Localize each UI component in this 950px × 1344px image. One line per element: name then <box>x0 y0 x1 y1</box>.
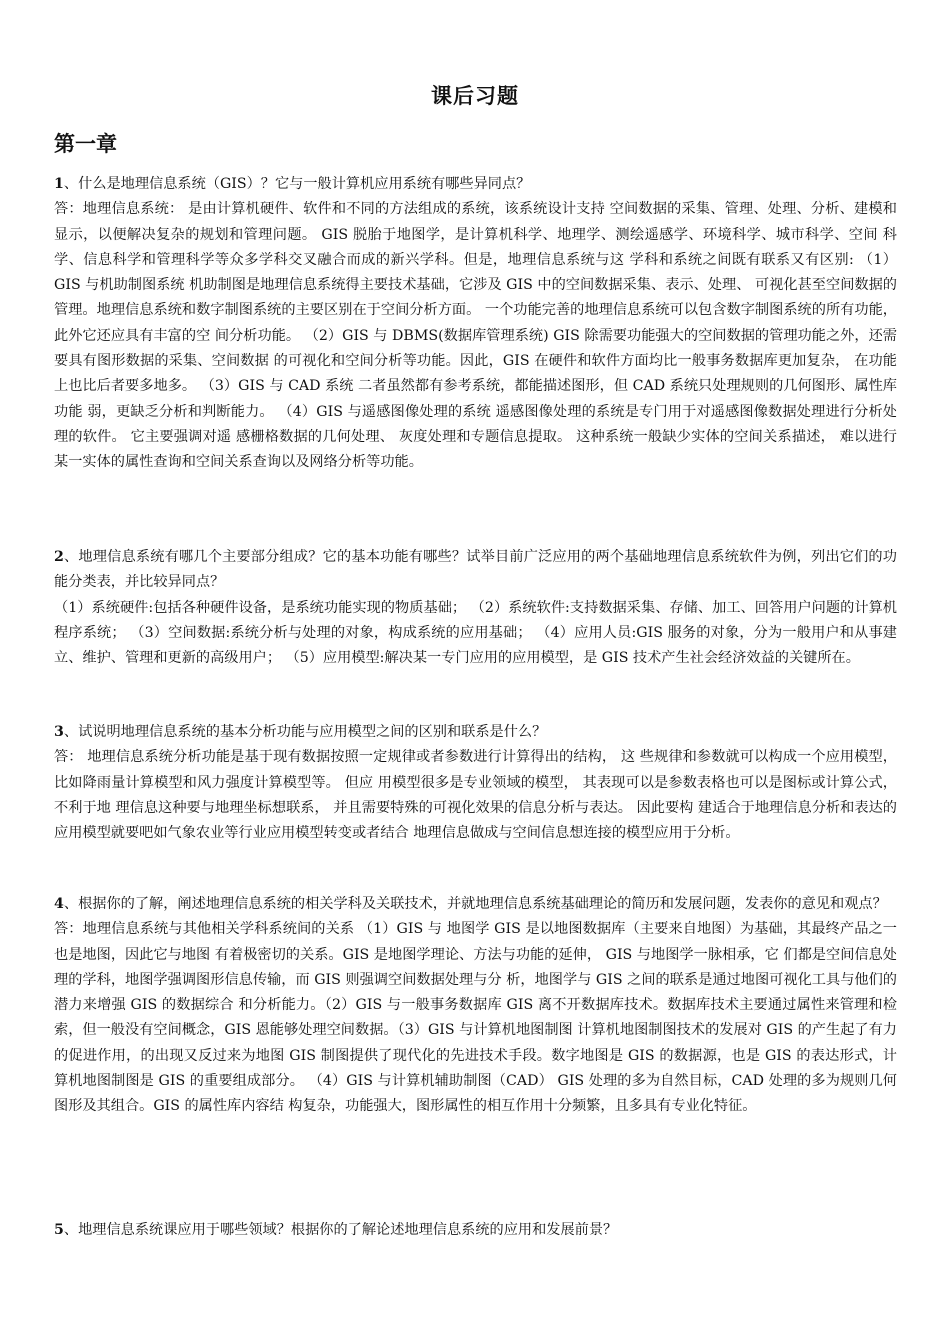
question-separator: 、 <box>63 1222 79 1238</box>
answer-4: 答：地理信息系统与其他相关学科系统间的关系 （1）GIS 与 地图学 GIS 是以地图数据库（主要来自地图）为基础，其最终产品之一也是地图，因此它与地图 有着极密切的关系。GIS 是地图学理论、方法与功能的延伸， GIS 与地图学一脉相承，它 们都是空间信息处理的学科，地图学强调图形信息传输，而 GIS 则强调空间数据处理与分 析，地图学与 GIS 之间的联系是通过地图可视化工具与他们的潜力来增强 GIS 的数据综合 和分析能力。（2）GIS 与一般事务数据库 GIS 离不开数据库技术。数据库技术主要通过属性来管理和检索，但一般没有空间概念，GIS 恩能够处理空间数据。（3）GIS 与计算机地图制图 计算机地图制图技术的发展对 GIS 的产生起了有力的促进作用，的出现又反过来为地图 GIS 制图提供了现代化的先进技术手段。数字地图是 GIS 的数据源，也是 GIS 的表达形式，计 算机地图制图是 GIS 的重要组成部分。 （4）GIS 与计算机辅助制图（CAD） GIS 处理的多为自然目标，CAD 处理的多为规则几何图形及其组合。GIS 的属性库内容结 构复杂，功能强大，图形属性的相互作用十分频繁，且多具有专业化特征。 <box>54 921 897 1115</box>
question-text: 试说明地理信息系统的基本分析功能与应用模型之间的区别和联系是什么？ <box>78 724 547 740</box>
answer-2: （1）系统硬件:包括各种硬件设备，是系统功能实现的物质基础； （2）系统软件:支持数据采集、存储、加工、回答用户问题的计算机程序系统； （3）空间数据:系统分析与处理的对象，构成系统的应用基础； （4）应用人员:GIS 服务的对象，分为一般用户和从事建立、维护、管理和更新的高级用户； （5）应用模型:解决某一专门应用的应用模型，是 GIS 技术产生社会经济效益的关键所在。 <box>54 599 897 667</box>
exercise-4 <box>54 892 897 1120</box>
question-number: 5 <box>54 1222 64 1238</box>
question-1 <box>54 172 897 197</box>
exercise-1 <box>54 172 897 476</box>
question-text: 根据你的了解，阐述地理信息系统的相关学科及关联技术，并就地理信息系统基础理论的简历和发展问题，发表你的意见和观点？ <box>78 896 887 912</box>
question-text: 什么是地理信息系统（GIS）？它与一般计算机应用系统有哪些异同点？ <box>78 176 531 192</box>
exercise-2 <box>54 545 897 671</box>
exercise-5 <box>54 1218 897 1243</box>
question-4 <box>54 892 897 917</box>
question-2 <box>54 545 897 596</box>
page-title: 课后习题 <box>431 83 519 108</box>
question-separator: 、 <box>63 724 79 740</box>
question-text: 地理信息系统有哪几个主要部分组成？它的基本功能有哪些？试举目前广泛应用的两个基础地理信息系统软件为例，列出它们的功能分类表，并比较异同点？ <box>54 549 897 591</box>
answer-1: 答：地理信息系统： 是由计算机硬件、软件和不同的方法组成的系统，该系统设计支持 空间数据的采集、管理、处理、分析、建模和显示，以便解决复杂的规划和管理问题。 GIS 脱胎于地图学，是计算机科学、地理学、测绘遥感学、环境科学、城市科学、空间 科学、信息科学和管理科学等众多学科交叉融合而成的新兴学科。但是，地理信息系统与这 学科和系统之间既有联系又有区别: （1） GIS 与机助制图系统 机助制图是地理信息系统得主要技术基础，它涉及 GIS 中的空间数据采集、表示、处理、 可视化甚至空间数据的管理。地理信息系统和数字制图系统的主要区别在于空间分析方面。 一个功能完善的地理信息系统可以包含数字制图系统的所有功能， 此外它还应具有丰富的空 间分析功能。 （2）GIS 与 DBMS(数据库管理系统) GIS 除需要功能强大的空间数据的管理功能之外，还需要具有图形数据的采集、空间数据 的可视化和空间分析等功能。因此，GIS 在硬件和软件方面均比一般事务数据库更加复杂， 在功能上也比后者要多地多。 （3）GIS 与 CAD 系统 二者虽然都有参考系统，都能描述图形，但 CAD 系统只处理规则的几何图形、属性库功能 弱，更缺乏分析和判断能力。 （4）GIS 与遥感图像处理的系统 遥感图像处理的系统是专门用于对遥感图像数据处理进行分析处理的软件。 它主要强调对遥 感栅格数据的几何处理、 灰度处理和专题信息提取。 这种系统一般缺少实体的空间关系描述， 难以进行某一实体的属性查询和空间关系查询以及网络分析等功能。 <box>54 201 897 471</box>
question-number: 2 <box>54 549 64 565</box>
question-separator: 、 <box>63 896 79 912</box>
question-number: 3 <box>54 724 64 740</box>
question-separator: 、 <box>63 176 79 192</box>
answer-3: 答： 地理信息系统分析功能是基于现有数据按照一定规律或者参数进行计算得出的结构， 这 些规律和参数就可以构成一个应用模型， 比如降雨量计算模型和风力强度计算模型等。 但应 用模型很多是专业领域的模型， 其表现可以是参数表格也可以是图标或计算公式， 不利于地 理信息这种要与地理坐标想联系， 并且需要特殊的可视化效果的信息分析与表达。 因此要构 建适合于地理信息分析和表达的应用模型就要吧如气象农业等行业应用模型转变或者结合 地理信息做成与空间信息想连接的模型应用于分析。 <box>54 749 897 842</box>
question-separator: 、 <box>63 549 79 565</box>
question-3 <box>54 720 897 745</box>
exercise-3 <box>54 720 897 846</box>
question-number: 1 <box>54 176 64 192</box>
chapter-heading: 第一章 <box>54 131 117 156</box>
question-5 <box>54 1218 897 1243</box>
question-text: 地理信息系统课应用于哪些领域？根据你的了解论述地理信息系统的应用和发展前景？ <box>78 1222 618 1238</box>
question-number: 4 <box>54 896 64 912</box>
